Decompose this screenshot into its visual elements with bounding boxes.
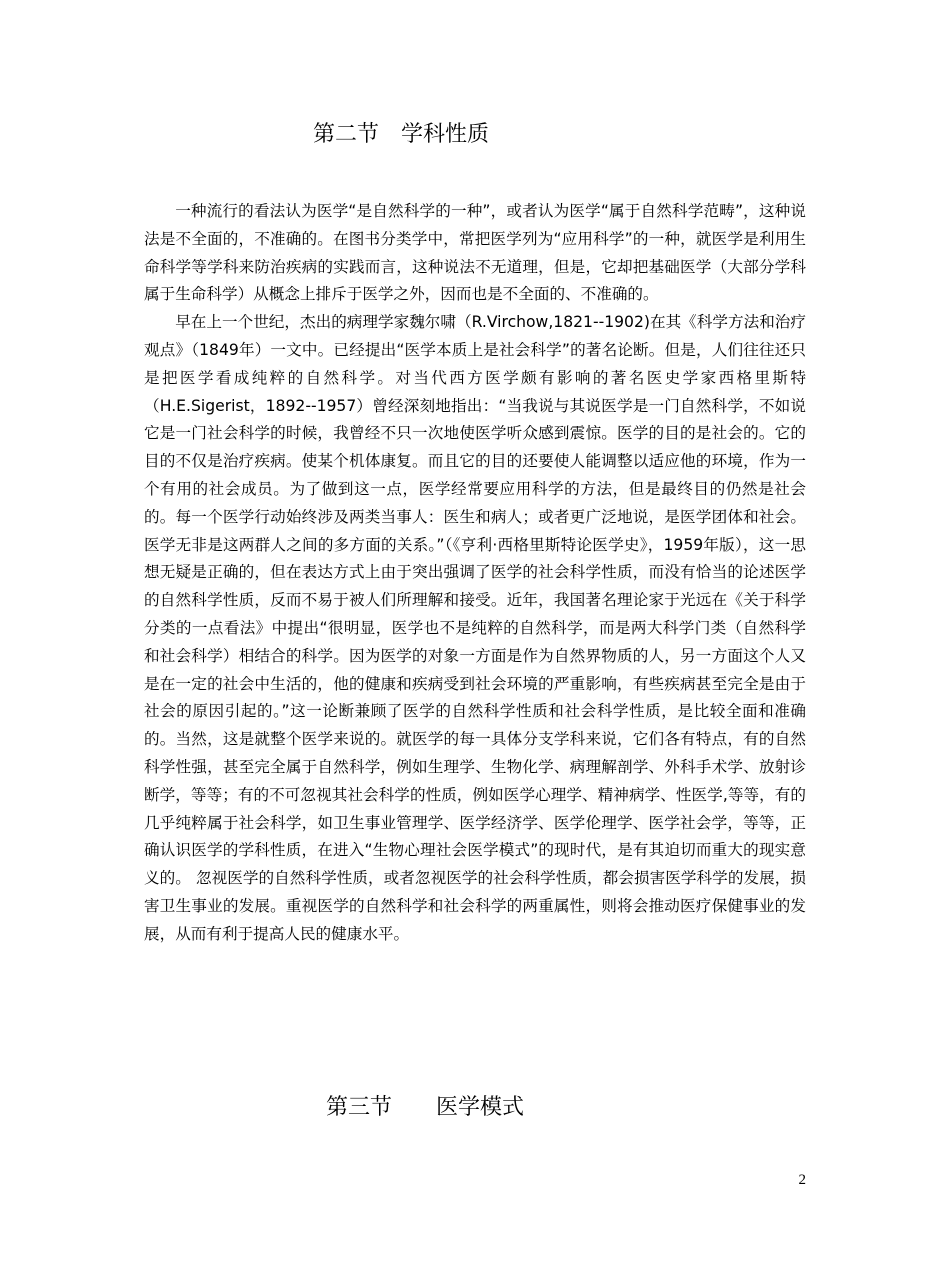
paragraph-1: 一种流行的看法认为医学“是自然科学的一种”，或者认为医学“属于自然科学范畴”，这种说法是不全面的，不准确的。在图书分类学中，常把医学列为“应用科学”的一种，就医学是利用生命科学等学科来防治疾病的实践而言，这种说法不无道理，但是，它却把基础医学（大部分学科属于生命科学）从概念上排斥于医学之外，因而也是不全面的、不准确的。 [144,202,806,304]
section-2-heading: 第二节 学科性质 [313,122,490,147]
page-number: 2 [798,1172,806,1188]
section-2-body [144,198,806,949]
paragraph-2: 早在上一个世纪，杰出的病理学家魏尔啸（R.Virchow,1821--1902)在其《科学方法和治疗观点》（1849年）一文中。已经提出“医学本质上是社会科学”的著名论断。但是，人们往往还只是把医学看成纯粹的自然科学。对当代西方医学颇有影响的著名医史学家西格里斯特（H.E.Sigerist，1892--1957）曾经深刻地指出：“当我说与其说医学是一门自然科学，不如说它是一门社会科学的时候，我曾经不只一次地使医学听众感到震惊。医学的目的是社会的。它的目的不仅是治疗疾病。使某个机体康复。而且它的目的还要使人能调整以适应他的环境，作为一个有用的社会成员。为了做到这一点，医学经常要应用科学的方法，但是最终目的仍然是社会的。每一个医学行动始终涉及两类当事人：医生和病人；或者更广泛地说，是医学团体和社会。医学无非是这两群人之间的多方面的关系。”（《亨利·西格里斯特论医学史》，1959年版），这一思想无疑是正确的，但在表达方式上由于突出强调了医学的社会科学性质，而没有恰当的论述医学的自然科学性质，反而不易于被人们所理解和接受。近年，我国著名理论家于光远在《关于科学分类的一点看法》中提出“很明显，医学也不是纯粹的自然科学，而是两大科学门类（自然科学和社会科学）相结合的科学。因为医学的对象一方面是作为自然界物质的人，另一方面这个人又是在一定的社会中生活的，他的健康和疾病受到社会环境的严重影响，有些疾病甚至完全是由于社会的原因引起的。”这一论断兼顾了医学的自然科学性质和社会科学性质，是比较全面和准确的。当然，这是就整个医学来说的。就医学的每一具体分支学科来说，它们各有特点，有的自然科学性强，甚至完全属于自然科学，例如生理学、生物化学、病理解剖学、外科手术学、放射诊断学，等等；有的不可忽视其社会科学的性质，例如医学心理学、精神病学、性医学,等等，有的几乎纯粹属于社会科学，如卫生事业管理学、医学经济学、医学伦理学、医学社会学，等等，正确认识医学的学科性质，在进入“生物心理社会医学模式”的现时代，是有其迫切而重大的现实意义的。 忽视医学的自然科学性质，或者忽视医学的社会科学性质，都会损害医学科学的发展，损害卫生事业的发展。重视医学的自然科学和社会科学的两重属性，则将会推动医疗保健事业的发展，从而有利于提高人民的健康水平。 [144,313,806,943]
section-3-heading: 第三节 医学模式 [326,1095,525,1120]
